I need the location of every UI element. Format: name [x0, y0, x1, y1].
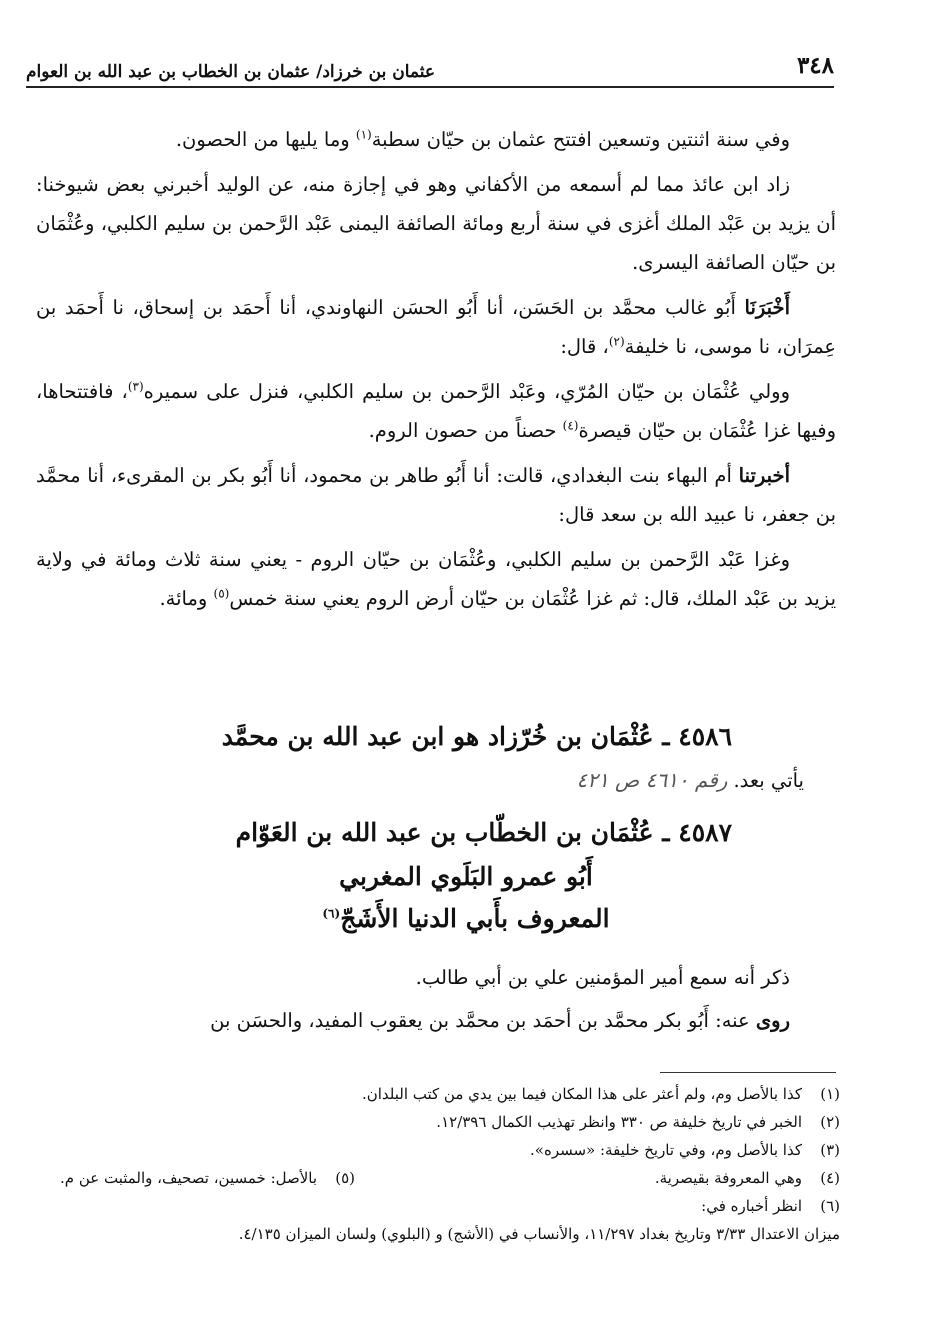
paragraph-4-text: وولي عُثْمَان بن حيّان المُرّي، وعَبْد الرَّحمن بن سليم الكلبي، فنزل على سميره [143, 380, 790, 403]
footnote-2 [60, 1108, 840, 1136]
body-block-1 [36, 120, 836, 618]
footnote-number: (٤) [820, 1169, 840, 1187]
isnad-lead: أَخْبَرَنَا [744, 296, 790, 319]
footnote-number: (٣) [820, 1141, 840, 1159]
paragraph-5-text: أم البهاء بنت البغدادي، قالت: أنا أَبُو طاهر بن محمود، أنا أَبُو بكر بن المقرىء، أنا محمَّد بن جعفر، نا عبيد الله بن سعد قال: [36, 464, 836, 526]
paragraph-4 [36, 372, 836, 450]
footnote-number: (٢) [820, 1113, 840, 1131]
paragraph-8-text: عنه: أَبُو بكر محمَّد بن أحمَد بن محمَّد بن يعقوب المفيد، والحسَن بن [210, 1009, 756, 1032]
footnote-4-5 [60, 1164, 840, 1192]
see-later-text: يأتي بعد. [733, 769, 804, 792]
footnote-text: بالأصل: خمسين، تصحيف، والمثبت عن م. [60, 1169, 318, 1187]
footnote-ref-2: (٢) [608, 334, 625, 349]
paragraph-2: زاد ابن عائذ مما لم أسمعه من الأكفاني وهو في إجازة منه، عن الوليد أخبرني بعض شيوخنا: أن يزيد بن عَبْد الملك أغزى في سنة أربع ومائة الصائفة اليمنى عَبْد الرَّحمن بن سليم الكلبي، وعُثْمَان بن حيّان الصائفة اليسرى. [36, 173, 836, 274]
footnote-rule [660, 1072, 836, 1073]
entry-heading-4586: ٤٥٨٦ ـ عُثْمَان بن خُرّزاد هو ابن عبد الله بن محمَّد [221, 722, 732, 751]
footnote-text: وهي المعروفة بقيصرية. [654, 1169, 802, 1187]
footnote-number: (٦) [820, 1197, 840, 1215]
footnote-ref-4: (٤) [562, 418, 579, 433]
footnote-text: كذا بالأصل وم، ولم أعثر على هذا المكان فيما بين يدي من كتب البلدان. [361, 1085, 802, 1103]
entry-heading-4587-laqab-text: المعروف بأَبي الدنيا الأَشَجّ [340, 904, 610, 933]
running-head: عثمان بن خرزاد/ عثمان بن الخطاب بن عبد الله بن العوام [26, 62, 435, 82]
paragraph-5 [36, 456, 836, 534]
footnotes [60, 1080, 840, 1248]
paragraph-6-end: ومائة. [159, 587, 214, 610]
footnote-1 [60, 1080, 840, 1108]
footnote-text: كذا بالأصل وم، وفي تاريخ خليفة: «سسره». [530, 1141, 802, 1159]
riwaya-lead: روى [755, 1009, 790, 1032]
paragraph-8 [36, 1001, 836, 1040]
handwritten-annotation: رقم ٤٦١٠ ص ٤٢١ [576, 768, 728, 792]
paragraph-4-mid: ، فافتتحاها، وفيها غزا عُثْمَان بن حيّان قيصرة [36, 380, 836, 442]
entry-heading-4587: ٤٥٨٧ ـ عُثْمَان بن الخطّاب بن عبد الله بن العَوّام [235, 818, 732, 847]
paragraph-3 [36, 288, 836, 366]
footnote-number: (٥) [335, 1169, 356, 1187]
paragraph-1-text: وفي سنة اثنتين وتسعين افتتح عثمان بن حيّان سطبة [371, 128, 790, 151]
footnote-text: الخبر في تاريخ خليفة ص ٣٣٠ وانظر تهذيب الكمال ١٢/٣٩٦. [436, 1113, 802, 1131]
footnote-text: انظر أخباره في: [701, 1197, 802, 1215]
entry-heading-4587-kunya: أَبُو عمرو البَلَوي المغربي [339, 862, 593, 891]
footnote-ref-5: (٥) [213, 586, 230, 601]
footnote-text: ميزان الاعتدال ٣/٣٣ وتاريخ بغداد ١١/٢٩٧، والأنساب في (الأشج) و (البلوي) ولسان الميزان ٤/١٣٥. [238, 1225, 840, 1243]
paragraph-1-end: وما يليها من الحصون. [175, 128, 356, 151]
body-block-2 [36, 958, 836, 1040]
paragraph-6-text: وغزا عَبْد الرَّحمن بن سليم الكلبي، وعُثْمَان بن حيّان الروم - يعني سنة ثلاث ومائة في ولاية يزيد بن عَبْد الملك، قال: ثم غزا عُثْمَان بن حيّان أرض الروم يعني سنة خمس [36, 548, 836, 610]
page-number: ٣٤٨ [796, 52, 834, 79]
footnote-3 [60, 1136, 840, 1164]
paragraph-3-text: أَبُو غالب محمَّد بن الحَسَن، أنا أَبُو الحسَن النهاوندي، أنا أَحمَد بن إسحاق، نا أَحمَد بن عِمرَان، نا موسى، نا خليفة [36, 296, 836, 358]
page-header [26, 50, 834, 90]
see-later-note [576, 768, 804, 792]
footnote-number: (١) [820, 1085, 840, 1103]
footnote-6 [60, 1192, 840, 1220]
footnote-ref-6: (٦) [322, 906, 341, 921]
header-rule [26, 86, 834, 88]
paragraph-6 [36, 540, 836, 618]
paragraph-1 [36, 120, 836, 159]
isnad-lead: أخبرتنا [738, 464, 790, 487]
footnote-ref-3: (٣) [127, 379, 144, 394]
paragraph-7: ذكر أنه سمع أمير المؤمنين علي بن أبي طالب. [415, 966, 790, 989]
paragraph-3-end: ، قال: [560, 335, 609, 358]
entry-heading-4587-laqab [0, 904, 932, 933]
footnote-ref-1: (١) [355, 127, 372, 142]
footnote-6-continuation [60, 1220, 840, 1248]
paragraph-4-end: حصناً من حصون الروم. [368, 419, 563, 442]
footnote-5 [60, 1164, 355, 1192]
